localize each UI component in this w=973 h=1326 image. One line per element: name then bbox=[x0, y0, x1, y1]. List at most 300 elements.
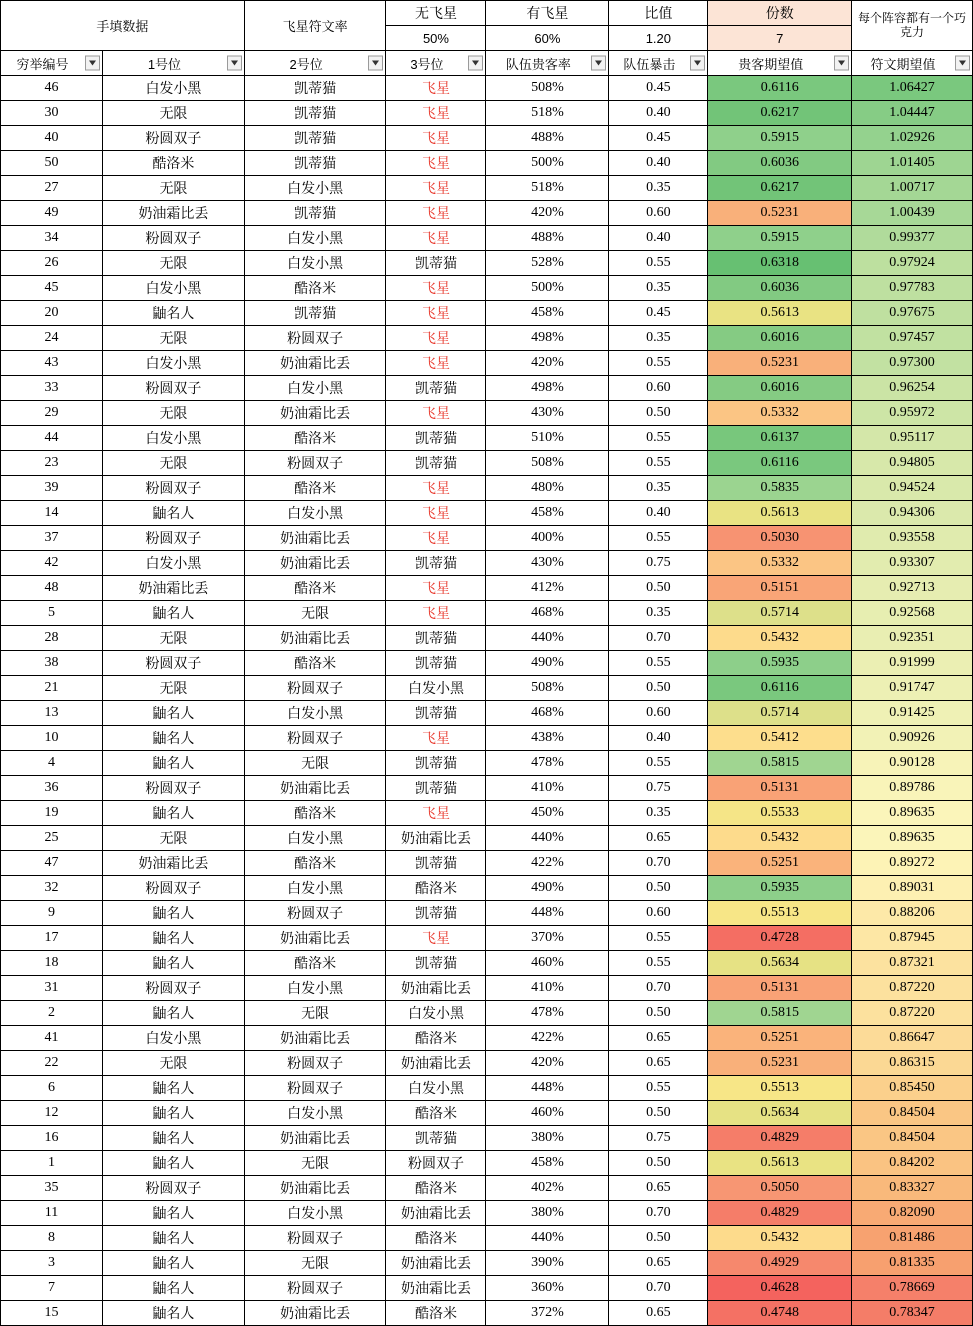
cell-guest-expectation: 0.5935 bbox=[708, 651, 852, 676]
cell-guest-expectation: 0.5915 bbox=[708, 126, 852, 151]
table-row[interactable] bbox=[1, 1126, 973, 1151]
cell-guest-expectation: 0.6036 bbox=[708, 276, 852, 301]
cell-guest-expectation: 0.5815 bbox=[708, 751, 852, 776]
table-row[interactable] bbox=[1, 701, 973, 726]
cell-slot2: 奶油霜比丢 bbox=[244, 1176, 386, 1201]
cell-id: 20 bbox=[1, 301, 103, 326]
cell-team-guest-rate: 402% bbox=[486, 1176, 609, 1201]
table-row[interactable] bbox=[1, 626, 973, 651]
table-row[interactable] bbox=[1, 1001, 973, 1026]
cell-guest-expectation: 0.5030 bbox=[708, 526, 852, 551]
value-shares: 7 bbox=[708, 26, 852, 51]
cell-team-crit: 0.75 bbox=[609, 776, 708, 801]
cell-slot2: 奶油霜比丢 bbox=[244, 1301, 386, 1326]
cell-id: 29 bbox=[1, 401, 103, 426]
table-row[interactable] bbox=[1, 376, 973, 401]
cell-guest-expectation: 0.5151 bbox=[708, 576, 852, 601]
cell-team-crit: 0.55 bbox=[609, 951, 708, 976]
cell-guest-expectation: 0.5634 bbox=[708, 1101, 852, 1126]
table-row[interactable] bbox=[1, 926, 973, 951]
cell-id: 23 bbox=[1, 451, 103, 476]
cell-id: 40 bbox=[1, 126, 103, 151]
cell-id: 34 bbox=[1, 226, 103, 251]
cell-slot1: 鼬名人 bbox=[103, 1276, 245, 1301]
cell-slot1: 奶油霜比丢 bbox=[103, 201, 245, 226]
table-row[interactable] bbox=[1, 201, 973, 226]
cell-slot2: 奶油霜比丢 bbox=[244, 401, 386, 426]
table-row[interactable] bbox=[1, 776, 973, 801]
table-row[interactable] bbox=[1, 901, 973, 926]
table-row[interactable] bbox=[1, 1026, 973, 1051]
cell-team-guest-rate: 430% bbox=[486, 401, 609, 426]
cell-slot3: 白发小黑 bbox=[386, 1001, 486, 1026]
cell-slot1: 鼬名人 bbox=[103, 1226, 245, 1251]
cell-slot3: 奶油霜比丢 bbox=[386, 1051, 486, 1076]
cell-guest-expectation: 0.5613 bbox=[708, 501, 852, 526]
cell-team-guest-rate: 460% bbox=[486, 951, 609, 976]
table-row[interactable] bbox=[1, 1201, 973, 1226]
table-row[interactable] bbox=[1, 501, 973, 526]
cell-slot2: 粉圆双子 bbox=[244, 901, 386, 926]
cell-rune-expectation: 0.89272 bbox=[852, 851, 973, 876]
cell-rune-expectation: 0.81335 bbox=[852, 1251, 973, 1276]
cell-slot2: 凯蒂猫 bbox=[244, 301, 386, 326]
cell-id: 31 bbox=[1, 976, 103, 1001]
cell-slot2: 奶油霜比丢 bbox=[244, 1126, 386, 1151]
cell-team-guest-rate: 440% bbox=[486, 826, 609, 851]
cell-team-crit: 0.65 bbox=[609, 1026, 708, 1051]
table-row[interactable] bbox=[1, 976, 973, 1001]
cell-guest-expectation: 0.6116 bbox=[708, 76, 852, 101]
cell-id: 49 bbox=[1, 201, 103, 226]
cell-team-crit: 0.35 bbox=[609, 326, 708, 351]
cell-id: 26 bbox=[1, 251, 103, 276]
cell-team-crit: 0.50 bbox=[609, 1151, 708, 1176]
cell-slot2: 无限 bbox=[244, 1151, 386, 1176]
table-row[interactable] bbox=[1, 551, 973, 576]
cell-slot1: 粉圆双子 bbox=[103, 876, 245, 901]
cell-rune-expectation: 0.97924 bbox=[852, 251, 973, 276]
cell-slot3: 凯蒂猫 bbox=[386, 426, 486, 451]
table-row[interactable] bbox=[1, 601, 973, 626]
cell-slot3: 奶油霜比丢 bbox=[386, 976, 486, 1001]
column-header-1[interactable]: 1号位 bbox=[103, 51, 245, 76]
cell-team-guest-rate: 422% bbox=[486, 1026, 609, 1051]
cell-slot2: 酷洛米 bbox=[244, 801, 386, 826]
cell-slot3: 飞星 bbox=[386, 501, 486, 526]
cell-team-crit: 0.35 bbox=[609, 476, 708, 501]
cell-slot3: 飞星 bbox=[386, 301, 486, 326]
cell-team-crit: 0.55 bbox=[609, 926, 708, 951]
cell-slot2: 酷洛米 bbox=[244, 951, 386, 976]
table-row[interactable] bbox=[1, 1051, 973, 1076]
cell-slot1: 白发小黑 bbox=[103, 351, 245, 376]
cell-guest-expectation: 0.5432 bbox=[708, 626, 852, 651]
cell-id: 15 bbox=[1, 1301, 103, 1326]
cell-team-crit: 0.55 bbox=[609, 1076, 708, 1101]
cell-slot2: 酷洛米 bbox=[244, 276, 386, 301]
table-row[interactable] bbox=[1, 151, 973, 176]
cell-team-crit: 0.65 bbox=[609, 1176, 708, 1201]
filter-dropdown-icon[interactable] bbox=[368, 56, 383, 71]
cell-slot3: 飞星 bbox=[386, 201, 486, 226]
cell-slot1: 粉圆双子 bbox=[103, 651, 245, 676]
cell-slot3: 凯蒂猫 bbox=[386, 951, 486, 976]
cell-slot2: 奶油霜比丢 bbox=[244, 526, 386, 551]
table-row[interactable] bbox=[1, 526, 973, 551]
table-row[interactable] bbox=[1, 1276, 973, 1301]
cell-slot1: 白发小黑 bbox=[103, 1026, 245, 1051]
cell-slot3: 凯蒂猫 bbox=[386, 451, 486, 476]
cell-team-crit: 0.45 bbox=[609, 76, 708, 101]
cell-slot3: 飞星 bbox=[386, 401, 486, 426]
cell-team-crit: 0.35 bbox=[609, 801, 708, 826]
cell-slot2: 凯蒂猫 bbox=[244, 101, 386, 126]
cell-slot1: 鼬名人 bbox=[103, 1301, 245, 1326]
cell-team-crit: 0.60 bbox=[609, 376, 708, 401]
cell-id: 5 bbox=[1, 601, 103, 626]
table-row[interactable] bbox=[1, 401, 973, 426]
cell-slot2: 凯蒂猫 bbox=[244, 201, 386, 226]
table-row[interactable] bbox=[1, 476, 973, 501]
cell-team-crit: 0.40 bbox=[609, 101, 708, 126]
table-row[interactable] bbox=[1, 826, 973, 851]
cell-team-crit: 0.70 bbox=[609, 626, 708, 651]
cell-team-guest-rate: 468% bbox=[486, 701, 609, 726]
table-row[interactable] bbox=[1, 576, 973, 601]
cell-id: 32 bbox=[1, 876, 103, 901]
cell-guest-expectation: 0.5915 bbox=[708, 226, 852, 251]
filter-dropdown-icon[interactable] bbox=[690, 56, 705, 71]
cell-rune-expectation: 0.90926 bbox=[852, 726, 973, 751]
cell-team-crit: 0.55 bbox=[609, 351, 708, 376]
cell-slot3: 白发小黑 bbox=[386, 1076, 486, 1101]
cell-rune-expectation: 0.82090 bbox=[852, 1201, 973, 1226]
cell-rune-expectation: 0.83327 bbox=[852, 1176, 973, 1201]
table-row[interactable] bbox=[1, 126, 973, 151]
cell-rune-expectation: 0.94805 bbox=[852, 451, 973, 476]
cell-guest-expectation: 0.6016 bbox=[708, 376, 852, 401]
cell-team-crit: 0.60 bbox=[609, 901, 708, 926]
cell-slot1: 鼬名人 bbox=[103, 751, 245, 776]
cell-guest-expectation: 0.6318 bbox=[708, 251, 852, 276]
cell-id: 39 bbox=[1, 476, 103, 501]
table-row[interactable] bbox=[1, 876, 973, 901]
cell-slot1: 粉圆双子 bbox=[103, 126, 245, 151]
cell-slot3: 飞星 bbox=[386, 801, 486, 826]
cell-team-guest-rate: 370% bbox=[486, 926, 609, 951]
cell-slot1: 无限 bbox=[103, 251, 245, 276]
cell-slot1: 粉圆双子 bbox=[103, 226, 245, 251]
table-row[interactable] bbox=[1, 101, 973, 126]
table-row[interactable] bbox=[1, 451, 973, 476]
cell-guest-expectation: 0.5835 bbox=[708, 476, 852, 501]
cell-team-guest-rate: 498% bbox=[486, 326, 609, 351]
cell-team-crit: 0.70 bbox=[609, 976, 708, 1001]
cell-rune-expectation: 0.78669 bbox=[852, 1276, 973, 1301]
cell-team-guest-rate: 412% bbox=[486, 576, 609, 601]
cell-guest-expectation: 0.5050 bbox=[708, 1176, 852, 1201]
cell-team-guest-rate: 508% bbox=[486, 451, 609, 476]
cell-team-crit: 0.70 bbox=[609, 1201, 708, 1226]
cell-id: 44 bbox=[1, 426, 103, 451]
cell-slot1: 无限 bbox=[103, 451, 245, 476]
cell-rune-expectation: 0.97783 bbox=[852, 276, 973, 301]
cell-slot2: 奶油霜比丢 bbox=[244, 351, 386, 376]
cell-slot3: 奶油霜比丢 bbox=[386, 1276, 486, 1301]
cell-slot2: 凯蒂猫 bbox=[244, 126, 386, 151]
cell-slot1: 鼬名人 bbox=[103, 1076, 245, 1101]
column-header-4[interactable]: 队伍贵客率 bbox=[486, 51, 609, 76]
cell-slot2: 酷洛米 bbox=[244, 851, 386, 876]
cell-team-guest-rate: 400% bbox=[486, 526, 609, 551]
cell-rune-expectation: 0.97675 bbox=[852, 301, 973, 326]
cell-id: 8 bbox=[1, 1226, 103, 1251]
table-row[interactable] bbox=[1, 751, 973, 776]
table-row[interactable] bbox=[1, 326, 973, 351]
cell-team-crit: 0.70 bbox=[609, 851, 708, 876]
cell-slot1: 无限 bbox=[103, 176, 245, 201]
cell-slot2: 酷洛米 bbox=[244, 576, 386, 601]
cell-slot2: 奶油霜比丢 bbox=[244, 1026, 386, 1051]
cell-id: 45 bbox=[1, 276, 103, 301]
table-row[interactable] bbox=[1, 226, 973, 251]
column-header-5[interactable]: 队伍暴击 bbox=[609, 51, 708, 76]
cell-slot3: 飞星 bbox=[386, 76, 486, 101]
table-row[interactable] bbox=[1, 801, 973, 826]
cell-slot1: 奶油霜比丢 bbox=[103, 576, 245, 601]
cell-slot2: 无限 bbox=[244, 1001, 386, 1026]
cell-rune-expectation: 0.96254 bbox=[852, 376, 973, 401]
filter-dropdown-icon[interactable] bbox=[591, 56, 606, 71]
cell-team-guest-rate: 380% bbox=[486, 1126, 609, 1151]
cell-team-crit: 0.55 bbox=[609, 451, 708, 476]
cell-team-guest-rate: 518% bbox=[486, 176, 609, 201]
cell-slot3: 酷洛米 bbox=[386, 1226, 486, 1251]
cell-slot2: 酷洛米 bbox=[244, 476, 386, 501]
filter-dropdown-icon[interactable] bbox=[955, 56, 970, 71]
table-row[interactable] bbox=[1, 1151, 973, 1176]
column-header-2[interactable]: 2号位 bbox=[244, 51, 386, 76]
cell-slot2: 凯蒂猫 bbox=[244, 151, 386, 176]
cell-team-guest-rate: 490% bbox=[486, 876, 609, 901]
cell-rune-expectation: 0.97457 bbox=[852, 326, 973, 351]
cell-slot3: 凯蒂猫 bbox=[386, 1126, 486, 1151]
cell-guest-expectation: 0.5533 bbox=[708, 801, 852, 826]
cell-team-crit: 0.40 bbox=[609, 151, 708, 176]
column-header-7[interactable]: 符文期望值 bbox=[852, 51, 973, 76]
cell-rune-expectation: 0.85450 bbox=[852, 1076, 973, 1101]
table-row[interactable] bbox=[1, 1226, 973, 1251]
cell-id: 35 bbox=[1, 1176, 103, 1201]
value-ratio: 1.20 bbox=[609, 26, 708, 51]
cell-slot3: 凯蒂猫 bbox=[386, 551, 486, 576]
cell-slot3: 酷洛米 bbox=[386, 876, 486, 901]
table-row[interactable] bbox=[1, 676, 973, 701]
table-row[interactable] bbox=[1, 1101, 973, 1126]
table-row[interactable] bbox=[1, 1251, 973, 1276]
cell-slot3: 飞星 bbox=[386, 926, 486, 951]
table-row[interactable] bbox=[1, 651, 973, 676]
cell-team-crit: 0.55 bbox=[609, 751, 708, 776]
table-row[interactable] bbox=[1, 251, 973, 276]
cell-slot1: 白发小黑 bbox=[103, 76, 245, 101]
cell-rune-expectation: 0.87220 bbox=[852, 976, 973, 1001]
cell-id: 10 bbox=[1, 726, 103, 751]
column-header-0[interactable]: 穷举编号 bbox=[1, 51, 103, 76]
value-has-flystar: 60% bbox=[486, 26, 609, 51]
cell-slot2: 粉圆双子 bbox=[244, 451, 386, 476]
cell-id: 12 bbox=[1, 1101, 103, 1126]
cell-slot3: 飞星 bbox=[386, 226, 486, 251]
cell-slot3: 飞星 bbox=[386, 176, 486, 201]
filter-dropdown-icon[interactable] bbox=[468, 56, 483, 71]
cell-guest-expectation: 0.5714 bbox=[708, 701, 852, 726]
cell-id: 14 bbox=[1, 501, 103, 526]
table-row[interactable] bbox=[1, 301, 973, 326]
cell-guest-expectation: 0.5634 bbox=[708, 951, 852, 976]
sheet-title: 手填数据 bbox=[1, 1, 245, 51]
cell-id: 13 bbox=[1, 701, 103, 726]
cell-guest-expectation: 0.4829 bbox=[708, 1201, 852, 1226]
cell-slot2: 白发小黑 bbox=[244, 1201, 386, 1226]
cell-guest-expectation: 0.4628 bbox=[708, 1276, 852, 1301]
table-row[interactable] bbox=[1, 1301, 973, 1326]
cell-guest-expectation: 0.5412 bbox=[708, 726, 852, 751]
cell-slot1: 无限 bbox=[103, 626, 245, 651]
cell-slot2: 白发小黑 bbox=[244, 701, 386, 726]
cell-rune-expectation: 0.95972 bbox=[852, 401, 973, 426]
table-row[interactable] bbox=[1, 851, 973, 876]
cell-id: 28 bbox=[1, 626, 103, 651]
cell-slot1: 鼬名人 bbox=[103, 1201, 245, 1226]
cell-slot1: 鼬名人 bbox=[103, 1101, 245, 1126]
header-chocolate-note: 每个阵容都有一个巧克力 bbox=[852, 1, 973, 51]
cell-rune-expectation: 0.94524 bbox=[852, 476, 973, 501]
cell-id: 21 bbox=[1, 676, 103, 701]
cell-rune-expectation: 0.88206 bbox=[852, 901, 973, 926]
cell-id: 24 bbox=[1, 326, 103, 351]
cell-slot2: 奶油霜比丢 bbox=[244, 926, 386, 951]
cell-rune-expectation: 0.92568 bbox=[852, 601, 973, 626]
cell-slot1: 粉圆双子 bbox=[103, 1176, 245, 1201]
cell-team-guest-rate: 458% bbox=[486, 301, 609, 326]
table-row[interactable] bbox=[1, 1176, 973, 1201]
cell-team-crit: 0.50 bbox=[609, 876, 708, 901]
cell-team-crit: 0.65 bbox=[609, 1051, 708, 1076]
cell-slot1: 无限 bbox=[103, 326, 245, 351]
cell-slot1: 白发小黑 bbox=[103, 551, 245, 576]
header-no-flystar-label: 无飞星 bbox=[386, 1, 486, 26]
cell-team-guest-rate: 480% bbox=[486, 476, 609, 501]
cell-slot1: 鼬名人 bbox=[103, 951, 245, 976]
table-row[interactable] bbox=[1, 76, 973, 101]
cell-rune-expectation: 0.84504 bbox=[852, 1126, 973, 1151]
cell-slot3: 飞星 bbox=[386, 526, 486, 551]
cell-slot2: 白发小黑 bbox=[244, 176, 386, 201]
header-has-flystar-label: 有飞星 bbox=[486, 1, 609, 26]
cell-guest-expectation: 0.6116 bbox=[708, 451, 852, 476]
cell-slot3: 酷洛米 bbox=[386, 1026, 486, 1051]
filter-dropdown-icon[interactable] bbox=[85, 56, 100, 71]
cell-team-crit: 0.70 bbox=[609, 1276, 708, 1301]
cell-slot3: 凯蒂猫 bbox=[386, 701, 486, 726]
cell-rune-expectation: 0.94306 bbox=[852, 501, 973, 526]
cell-team-guest-rate: 458% bbox=[486, 501, 609, 526]
cell-slot3: 飞星 bbox=[386, 276, 486, 301]
cell-slot2: 白发小黑 bbox=[244, 226, 386, 251]
cell-team-crit: 0.35 bbox=[609, 601, 708, 626]
filter-dropdown-icon[interactable] bbox=[834, 56, 849, 71]
cell-rune-expectation: 0.91425 bbox=[852, 701, 973, 726]
cell-id: 9 bbox=[1, 901, 103, 926]
header-row-top bbox=[1, 1, 973, 26]
table-row[interactable] bbox=[1, 1076, 973, 1101]
cell-slot1: 无限 bbox=[103, 401, 245, 426]
cell-guest-expectation: 0.6217 bbox=[708, 101, 852, 126]
cell-team-crit: 0.50 bbox=[609, 576, 708, 601]
cell-slot1: 粉圆双子 bbox=[103, 526, 245, 551]
cell-team-crit: 0.60 bbox=[609, 201, 708, 226]
cell-guest-expectation: 0.5432 bbox=[708, 1226, 852, 1251]
cell-rune-expectation: 1.04447 bbox=[852, 101, 973, 126]
cell-slot3: 凯蒂猫 bbox=[386, 251, 486, 276]
header-shares-label: 份数 bbox=[708, 1, 852, 26]
column-header-6[interactable]: 贵客期望值 bbox=[708, 51, 852, 76]
table-row[interactable] bbox=[1, 176, 973, 201]
filter-dropdown-icon[interactable] bbox=[227, 56, 242, 71]
cell-slot1: 白发小黑 bbox=[103, 426, 245, 451]
cell-guest-expectation: 0.5513 bbox=[708, 901, 852, 926]
cell-rune-expectation: 0.89031 bbox=[852, 876, 973, 901]
cell-slot3: 凯蒂猫 bbox=[386, 376, 486, 401]
cell-rune-expectation: 0.84504 bbox=[852, 1101, 973, 1126]
cell-guest-expectation: 0.5513 bbox=[708, 1076, 852, 1101]
cell-slot2: 白发小黑 bbox=[244, 376, 386, 401]
cell-slot1: 粉圆双子 bbox=[103, 476, 245, 501]
cell-guest-expectation: 0.5131 bbox=[708, 976, 852, 1001]
cell-slot3: 凯蒂猫 bbox=[386, 901, 486, 926]
cell-id: 4 bbox=[1, 751, 103, 776]
table-row[interactable] bbox=[1, 276, 973, 301]
cell-slot1: 鼬名人 bbox=[103, 1151, 245, 1176]
cell-rune-expectation: 0.97300 bbox=[852, 351, 973, 376]
cell-team-crit: 0.55 bbox=[609, 651, 708, 676]
cell-team-crit: 0.35 bbox=[609, 176, 708, 201]
cell-rune-expectation: 0.99377 bbox=[852, 226, 973, 251]
cell-slot3: 飞星 bbox=[386, 101, 486, 126]
cell-id: 33 bbox=[1, 376, 103, 401]
cell-guest-expectation: 0.5935 bbox=[708, 876, 852, 901]
cell-slot1: 鼬名人 bbox=[103, 701, 245, 726]
cell-team-crit: 0.45 bbox=[609, 126, 708, 151]
table-row[interactable] bbox=[1, 426, 973, 451]
cell-team-guest-rate: 478% bbox=[486, 751, 609, 776]
cell-guest-expectation: 0.5613 bbox=[708, 301, 852, 326]
table-row[interactable] bbox=[1, 951, 973, 976]
column-header-3[interactable]: 3号位 bbox=[386, 51, 486, 76]
cell-team-guest-rate: 410% bbox=[486, 976, 609, 1001]
cell-guest-expectation: 0.4748 bbox=[708, 1301, 852, 1326]
table-row[interactable] bbox=[1, 726, 973, 751]
cell-rune-expectation: 0.89635 bbox=[852, 801, 973, 826]
cell-rune-expectation: 1.00717 bbox=[852, 176, 973, 201]
cell-slot2: 白发小黑 bbox=[244, 501, 386, 526]
cell-slot2: 粉圆双子 bbox=[244, 1076, 386, 1101]
cell-guest-expectation: 0.5815 bbox=[708, 1001, 852, 1026]
cell-rune-expectation: 0.84202 bbox=[852, 1151, 973, 1176]
table-row[interactable] bbox=[1, 351, 973, 376]
